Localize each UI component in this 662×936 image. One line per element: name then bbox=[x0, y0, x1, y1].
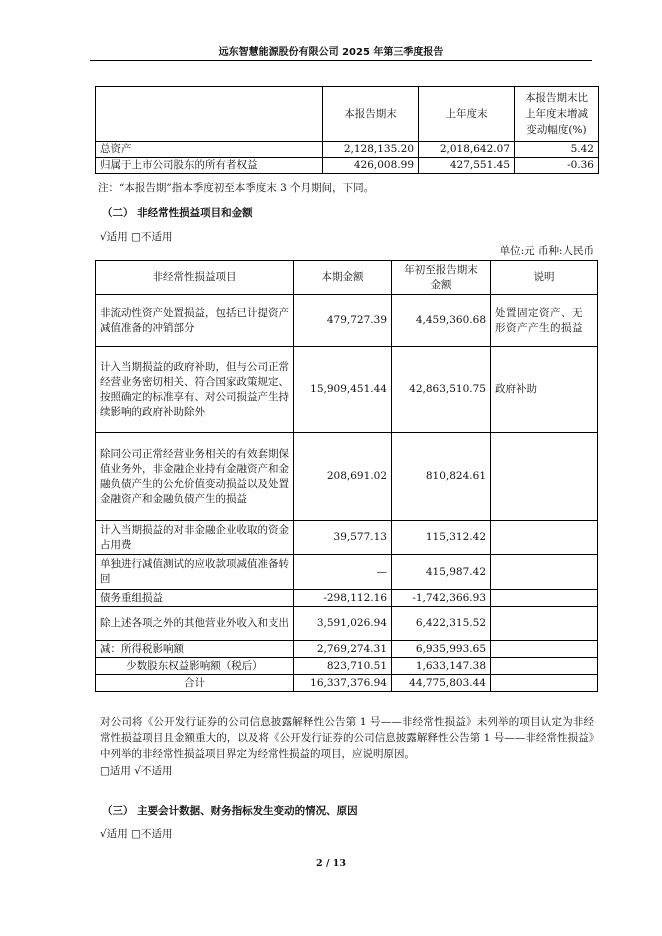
table-cell bbox=[491, 641, 598, 658]
table-cell: 计入当期损益的政府补助，但与公司正常经营业务密切相关、符合国家政策规定、按照确定的标准享有、对公司损益产生持续影响的政府补助除外 bbox=[96, 347, 294, 433]
table-header-cell: 上年度末 bbox=[419, 87, 515, 142]
table-cell: 除上述各项之外的其他营业外收入和支出 bbox=[96, 607, 294, 641]
table-cell: 208,691.02 bbox=[294, 433, 392, 521]
explanation-paragraph: 对公司将《公开发行证券的公司信息披露解释性公告第 1 号——非经常性损益》未列举的项目认定为非经常性损益项目且金额重大的，以及将《公开发行证券的公司信息披露解释性公告第 1 号——非经常性损益》中列举的非经常性损益项目界定为经常性损益的项目，应说明原因。 bbox=[100, 716, 594, 760]
table-cell: 479,727.39 bbox=[294, 295, 392, 347]
table-cell: 426,008.99 bbox=[323, 158, 419, 174]
report-header-title: 远东智慧能源股份有限公司 2025 年第三季度报告 bbox=[218, 47, 444, 58]
table-cell: 4,459,360.68 bbox=[392, 295, 491, 347]
table-cell: 5.42 bbox=[515, 142, 599, 158]
table-cell: 政府补助 bbox=[491, 347, 598, 433]
table-row bbox=[96, 142, 599, 158]
table-header-cell: 本报告期末比 上年度末增减 变动幅度(%) bbox=[515, 87, 599, 142]
table-cell: 16,337,376.94 bbox=[294, 675, 392, 692]
table-cell: 处置固定资产、无形资产产生的损益 bbox=[491, 295, 598, 347]
table-cell bbox=[491, 521, 598, 555]
table-cell bbox=[491, 658, 598, 675]
table-cell: 415,987.42 bbox=[392, 555, 491, 590]
applicability-indicator: □适用 √不适用 bbox=[100, 765, 173, 777]
section-heading-non-recurring: （二） 非经常性损益项目和金额 bbox=[102, 207, 253, 219]
table-header-cell: 本期金额 bbox=[294, 261, 392, 295]
table-row bbox=[96, 158, 599, 174]
table-cell bbox=[491, 607, 598, 641]
table-row bbox=[96, 521, 598, 555]
table-cell: 减：所得税影响额 bbox=[96, 641, 294, 658]
table-cell: 42,863,510.75 bbox=[392, 347, 491, 433]
table-cell: -0.36 bbox=[515, 158, 599, 174]
table-cell: 6,935,993.65 bbox=[392, 641, 491, 658]
table-cell: 2,769,274.31 bbox=[294, 641, 392, 658]
table-cell: 少数股东权益影响额（税后） bbox=[96, 658, 294, 675]
table-header-cell bbox=[96, 87, 323, 142]
table-cell bbox=[491, 555, 598, 590]
table-cell: 810,824.61 bbox=[392, 433, 491, 521]
table-total-row bbox=[96, 675, 598, 692]
table-cell: 归属于上市公司股东的所有者权益 bbox=[96, 158, 323, 174]
table-cell: 1,633,147.38 bbox=[392, 658, 491, 675]
section-heading-changes: （三） 主要会计数据、财务指标发生变动的情况、原因 bbox=[102, 805, 358, 817]
table-cell: 非流动性资产处置损益，包括已计提资产减值准备的冲销部分 bbox=[96, 295, 294, 347]
table-note: 注：“本报告期”指本季度初至本季度末 3 个月期间，下同。 bbox=[98, 182, 375, 194]
header-divider bbox=[90, 60, 592, 61]
unit-currency-label: 单位:元 币种:人民币 bbox=[499, 245, 594, 257]
table-cell: -1,742,366.93 bbox=[392, 590, 491, 607]
table-cell: 823,710.51 bbox=[294, 658, 392, 675]
table-header-cell: 说明 bbox=[491, 261, 598, 295]
table-row bbox=[96, 658, 598, 675]
table-header-cell: 非经常性损益项目 bbox=[96, 261, 294, 295]
table-cell: 单独进行减值测试的应收款项减值准备转回 bbox=[96, 555, 294, 590]
table-row bbox=[96, 607, 598, 641]
table-row bbox=[96, 433, 598, 521]
table-cell: -298,112.16 bbox=[294, 590, 392, 607]
table-row bbox=[96, 555, 598, 590]
table-cell: — bbox=[294, 555, 392, 590]
table-cell bbox=[491, 433, 598, 521]
table-cell: 合计 bbox=[96, 675, 294, 692]
non-recurring-gains-table bbox=[95, 260, 598, 692]
table-cell: 3,591,026.94 bbox=[294, 607, 392, 641]
table-cell: 2,128,135.20 bbox=[323, 142, 419, 158]
table-cell: 2,018,642.07 bbox=[419, 142, 515, 158]
table-cell: 除同公司正常经营业务相关的有效套期保值业务外，非金融企业持有金融资产和金融负债产生的公允价值变动损益以及处置金融资产和金融负债产生的损益 bbox=[96, 433, 294, 521]
table-cell: 6,422,315.52 bbox=[392, 607, 491, 641]
table-row bbox=[96, 347, 598, 433]
table-cell: 427,551.45 bbox=[419, 158, 515, 174]
table-cell bbox=[491, 675, 598, 692]
table-cell: 115,312.42 bbox=[392, 521, 491, 555]
table-cell: 计入当期损益的对非金融企业收取的资金占用费 bbox=[96, 521, 294, 555]
table-cell: 总资产 bbox=[96, 142, 323, 158]
table-header-cell: 本报告期末 bbox=[323, 87, 419, 142]
applicability-indicator: √适用 □不适用 bbox=[100, 231, 173, 243]
page-number: 2 / 13 bbox=[316, 858, 346, 869]
table-cell: 债务重组损益 bbox=[96, 590, 294, 607]
table-cell: 39,577.13 bbox=[294, 521, 392, 555]
table-header-row bbox=[96, 87, 599, 142]
table-row bbox=[96, 295, 598, 347]
applicability-indicator: √适用 □不适用 bbox=[100, 828, 173, 840]
table-header-cell: 年初至报告期末 金额 bbox=[392, 261, 491, 295]
balance-summary-table bbox=[95, 86, 599, 174]
table-header-row bbox=[96, 261, 598, 295]
table-row bbox=[96, 641, 598, 658]
table-row bbox=[96, 590, 598, 607]
table-cell bbox=[491, 590, 598, 607]
table-cell: 15,909,451.44 bbox=[294, 347, 392, 433]
table-cell: 44,775,803.44 bbox=[392, 675, 491, 692]
